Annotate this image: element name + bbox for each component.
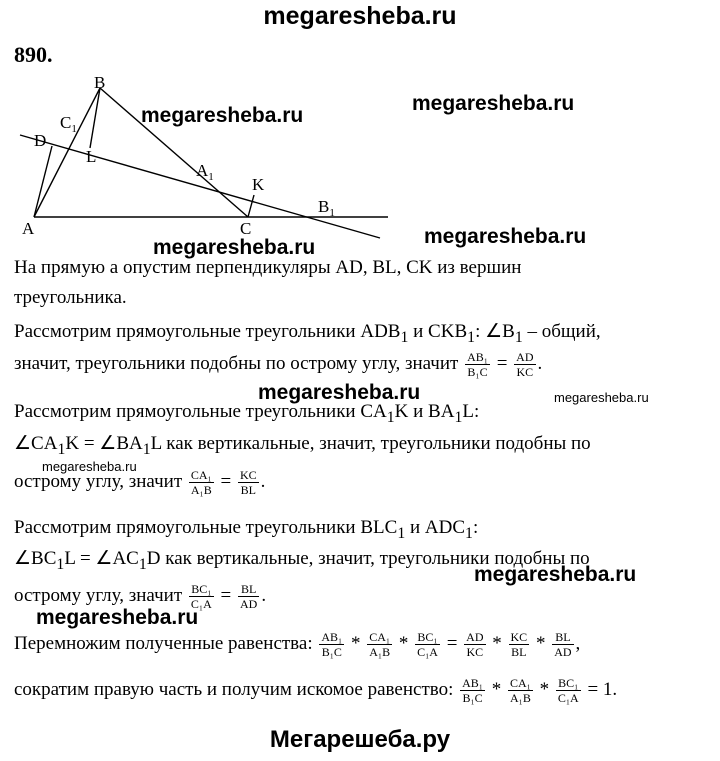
label-b1: $B_1$ — [318, 197, 335, 219]
text-line: $\angle CA_1K$ = $\angle BA_1L$ как вертикальные, значит, треугольники подобны по — [14, 433, 591, 458]
watermark: megaresheba.ru — [474, 563, 637, 586]
fraction: $\frac{\text{CA₁}}{\text{A₁B}}$ — [369, 630, 391, 659]
watermark: megaresheba.ru — [36, 606, 199, 629]
fraction: $\frac{\text{AB₁}}{\text{B₁C}}$ — [467, 350, 488, 379]
text-line: острому углу, значит $\frac{\text{BC₁}}{\text{C₁A}}$ = $\frac{BL}{AD}$ . — [14, 582, 267, 611]
site-footer-title: Мегарешеба.ру — [269, 726, 451, 753]
label-a: A — [22, 219, 35, 238]
fraction: $\frac{\text{AB₁}}{\text{B₁C}}$ — [462, 676, 483, 705]
fraction: $\frac{AD}{KC}$ — [466, 630, 484, 659]
fraction: $\frac{AD}{KC}$ — [516, 350, 534, 379]
label-a1: $A_1$ — [196, 161, 214, 183]
watermark: megaresheba.ru — [554, 390, 649, 405]
segment-ck — [248, 195, 254, 217]
label-d: D — [34, 131, 47, 150]
watermark: megaresheba.ru — [258, 381, 421, 404]
segment-ad — [34, 146, 52, 217]
text-line: Перемножим полученные равенства: $\frac{\text{AB₁}}{\text{B₁C}}$ * $\frac{\text{CA₁}}{\text{A₁B}}$ * $\frac{\text{BC₁}}{\text{C₁A}}$ = $\frac{AD}{KC}$ * $\frac{KC}{BL}$ * $\frac{BL}{AD}$ , — [14, 630, 581, 659]
watermark: megaresheba.ru — [153, 236, 316, 259]
fraction: $\frac{KC}{BL}$ — [510, 630, 528, 659]
watermark: megaresheba.ru — [42, 459, 137, 474]
label-k: K — [252, 175, 265, 194]
watermark: megaresheba.ru — [141, 104, 304, 127]
site-header-title: megaresheba.ru — [263, 2, 457, 30]
problem-number: 890. — [14, 42, 53, 67]
fraction: $\frac{\text{AB₁}}{\text{B₁C}}$ — [321, 630, 343, 659]
fraction: $\frac{\text{BC₁}}{\text{C₁A}}$ — [557, 676, 579, 705]
line-a — [20, 135, 380, 238]
fraction: $\frac{KC}{BL}$ — [239, 468, 257, 497]
text-line: острому углу, значит $\frac{\text{CA₁}}{\text{A₁B}}$ = $\frac{KC}{BL}$ . — [14, 468, 266, 497]
fraction: $\frac{BL}{AD}$ — [554, 630, 572, 659]
text-line: Рассмотрим прямоугольные треугольники $BLC_1$ и $ADC_1$: — [14, 517, 479, 542]
label-c1: $C_1$ — [60, 113, 77, 135]
fraction: $\frac{\text{BC₁}}{\text{C₁A}}$ — [190, 582, 212, 611]
label-l: L — [86, 147, 97, 166]
text-line: сократим правую часть и получим искомое равенство: $\frac{\text{AB₁}}{\text{B₁C}}$ * $\frac{\text{CA₁}}{\text{A₁B}}$ * $\frac{\text{BC₁}}{\text{C₁A}}$ = 1. — [14, 676, 618, 705]
label-c: C — [240, 219, 252, 238]
text-line: треугольника. — [14, 287, 127, 308]
fraction: $\frac{\text{CA₁}}{\text{A₁B}}$ — [190, 468, 212, 497]
label-b: B — [94, 73, 106, 92]
text-line: Рассмотрим прямоугольные треугольники $CA_1K$ и $BA_1L$: — [14, 401, 480, 426]
text-line: $\angle BC_1L$ = $\angle AC_1D$ как вертикальные, значит, треугольники подобны по — [14, 548, 590, 573]
fraction: $\frac{\text{CA₁}}{\text{A₁B}}$ — [509, 676, 531, 705]
fraction: $\frac{BL}{AD}$ — [239, 582, 258, 611]
text-line: На прямую а опустим перпендикуляры AD, BL, CK из вершин — [14, 257, 522, 278]
watermark: megaresheba.ru — [424, 225, 587, 248]
watermark: megaresheba.ru — [412, 92, 575, 115]
fraction: $\frac{\text{BC₁}}{\text{C₁A}}$ — [417, 630, 438, 659]
text-line: Рассмотрим прямоугольные треугольники $ADB_1$ и $CKB_1$: $\angle B_1$ – общий, — [14, 321, 601, 346]
text-line: значит, треугольники подобны по острому углу, значит $\frac{\text{AB₁}}{\text{B₁C}}$ = $\frac{AD}{KC}$ . — [14, 350, 543, 379]
